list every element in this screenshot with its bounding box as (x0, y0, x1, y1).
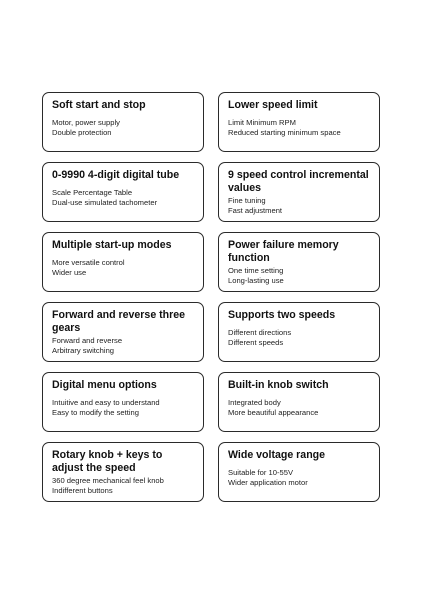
feature-line: Double protection (52, 127, 112, 137)
feature-card-power-failure-memory (218, 232, 380, 292)
feature-line: More versatile control (52, 257, 125, 267)
feature-line: Fast adjustment (228, 206, 283, 215)
feature-card-two-speeds (218, 302, 380, 362)
feature-title: Power failure memory function (228, 239, 339, 264)
feature-card-voltage-range (218, 442, 380, 502)
feature-card-speed-increments (218, 162, 380, 222)
feature-title: 9 speed control incremental values (228, 169, 369, 194)
feature-line: Long-lasting use (228, 276, 284, 285)
feature-line: Dual-use simulated tachometer (52, 197, 158, 207)
feature-card-three-gears (42, 302, 204, 362)
feature-card-soft-start (42, 92, 204, 152)
feature-title: Soft start and stop (52, 99, 146, 111)
feature-title: Lower speed limit (228, 99, 318, 111)
feature-line: Easy to modify the setting (52, 407, 139, 417)
feature-card-start-up-modes (42, 232, 204, 292)
feature-line: Limit Minimum RPM (228, 117, 296, 127)
feature-card-rotary-knob (42, 442, 204, 502)
feature-title: Forward and reverse three gears (52, 309, 186, 334)
feature-line: Scale Percentage Table (52, 187, 133, 197)
feature-line: Wider application motor (228, 477, 308, 487)
feature-line: Suitable for 10-55V (228, 467, 294, 477)
feature-grid (42, 92, 380, 502)
feature-card-digital-menu (42, 372, 204, 432)
feature-line: More beautiful appearance (228, 407, 319, 417)
feature-card-knob-switch (218, 372, 380, 432)
feature-title: Rotary knob + keys to adjust the speed (52, 449, 163, 474)
feature-line: Forward and reverse (52, 336, 123, 345)
feature-line: Motor, power supply (52, 117, 120, 127)
feature-line: Indifferent buttons (52, 486, 113, 495)
feature-title: 0-9990 4-digit digital tube (52, 169, 180, 181)
feature-line: 360 degree mechanical feel knob (52, 476, 164, 485)
feature-card-lower-speed-limit (218, 92, 380, 152)
feature-line: Fine tuning (228, 196, 266, 205)
feature-line: Integrated body (228, 397, 281, 407)
feature-line: Intuitive and easy to understand (52, 397, 160, 407)
feature-title: Wide voltage range (228, 449, 326, 461)
feature-title: Multiple start-up modes (52, 239, 172, 251)
feature-line: Reduced starting minimum space (228, 127, 341, 137)
feature-title: Built-in knob switch (228, 379, 329, 391)
feature-line: Different speeds (228, 337, 284, 347)
feature-card-digital-tube (42, 162, 204, 222)
feature-line: Different directions (228, 327, 292, 337)
feature-line: Arbitrary switching (52, 346, 115, 355)
feature-title: Digital menu options (52, 379, 157, 391)
feature-title: Supports two speeds (228, 309, 336, 321)
feature-line: Wider use (52, 267, 87, 277)
feature-line: One time setting (228, 266, 284, 275)
